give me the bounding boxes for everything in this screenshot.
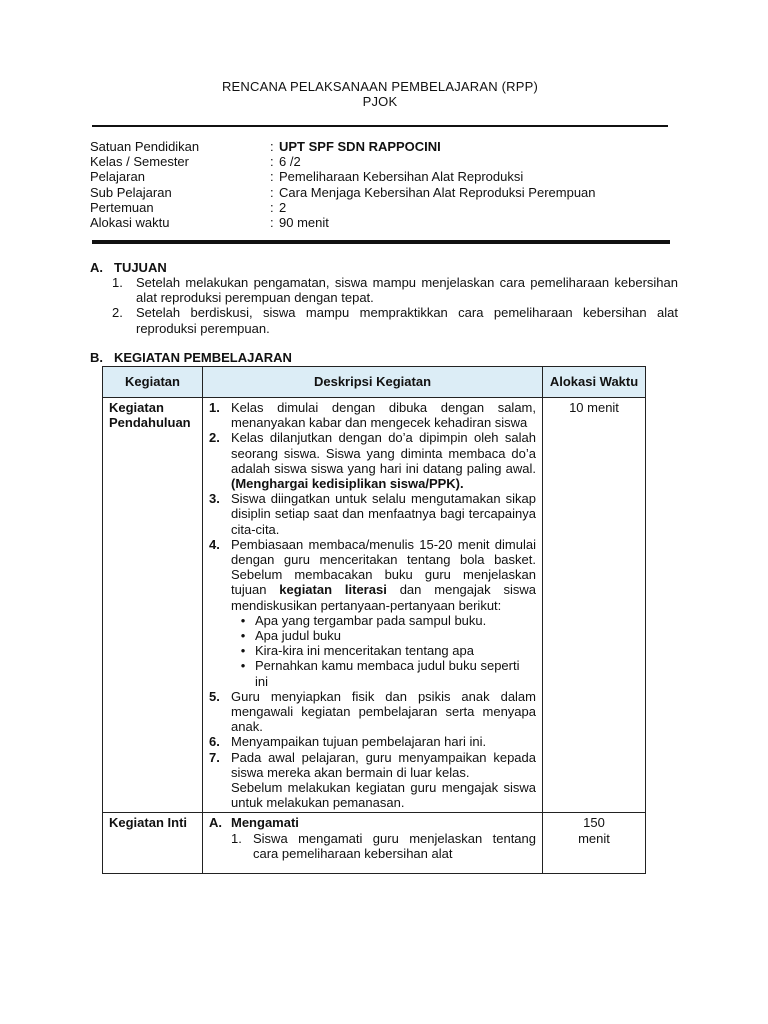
bullet-dot: • (240, 628, 246, 644)
document-title: RENCANA PELAKSANAAN PEMBELAJARAN (RPP) (221, 79, 539, 94)
step-text: Pembiasaan membaca/menulis 15-20 menit dimulai dengan guru menceritakan tentang bola basket. Sebelum membacakan buku guru menjelaskan tujuan (231, 536, 536, 598)
header-deskripsi: Deskripsi Kegiatan (203, 367, 543, 398)
inti-step-number: 1. (231, 830, 242, 846)
info-row (90, 139, 596, 154)
step-item (209, 537, 536, 613)
bullet-text: Apa yang tergambar pada sampul buku. (255, 612, 487, 628)
step-number: 1. (209, 400, 220, 415)
step-bold-note: kegiatan literasi (279, 582, 387, 598)
step-text: Menyampaikan tujuan pembelajaran hari ini. (231, 734, 487, 750)
objective-number: 2. (112, 305, 123, 321)
info-row (90, 154, 596, 169)
step-number: 2. (209, 430, 220, 446)
section-a-title: TUJUAN (114, 260, 167, 275)
info-row (90, 169, 596, 184)
identity-divider (92, 240, 670, 244)
section-b-heading (90, 350, 292, 365)
info-colon: : (270, 215, 274, 231)
closing-text: Sebelum melakukan kegiatan guru mengajak siswa untuk melakukan pemanasan. (231, 780, 536, 811)
info-value: Cara Menjaga Kebersihan Alat Reproduksi Perempuan (279, 184, 596, 200)
info-label: Pelajaran (90, 169, 145, 185)
bullet-dot: • (240, 612, 246, 628)
bullet-item (231, 628, 536, 643)
info-row (90, 185, 596, 200)
step-item (209, 491, 536, 537)
info-colon: : (270, 199, 274, 215)
inti-step (231, 831, 536, 861)
info-label: Satuan Pendidikan (90, 139, 200, 154)
info-value: UPT SPF SDN RAPPOCINI (279, 139, 441, 154)
step-item (209, 400, 536, 430)
document-subtitle: PJOK (362, 94, 398, 109)
step-text: Kelas dilanjutkan dengan do’a dipimpin oleh salah seorang siswa. Siswa yang diminta membaca do’a adalah siswa siswa yang hari ini datang paling awal. (231, 430, 536, 476)
time-value: 10 menit (569, 400, 619, 415)
table-row (103, 813, 646, 874)
step-number: 7. (209, 749, 220, 765)
pendahuluan-description (203, 398, 543, 813)
info-label: Sub Pelajaran (90, 184, 172, 200)
step-text-cont: dan mengajak siswa mendiskusikan pertanyaan-pertanyaan berikut: (231, 582, 536, 613)
bullet-text: Pernahkan kamu membaca judul buku seperti ini (255, 658, 520, 689)
bullet-text: Kira-kira ini menceritakan tentang apa (255, 643, 474, 659)
step-text-wrap (231, 430, 536, 491)
info-value: Pemeliharaan Kebersihan Alat Reproduksi (279, 169, 524, 185)
info-value: 90 menit (279, 215, 329, 231)
objective-number: 1. (112, 275, 123, 290)
step-text: Guru menyiapkan fisik dan psikis anak dalam mengawali kegiatan pembelajaran serta menyapa anak. (231, 688, 536, 735)
phase-inti: Kegiatan Inti (103, 813, 203, 874)
bullet-item (231, 658, 536, 688)
pendahuluan-time (543, 398, 646, 813)
step-number: 6. (209, 734, 220, 750)
info-value: 2 (279, 199, 287, 215)
bullet-text: Apa judul buku (255, 628, 342, 644)
table-row (103, 398, 646, 813)
info-label: Pertemuan (90, 199, 154, 215)
step-text-wrap (231, 537, 536, 613)
step-number: 5. (209, 688, 220, 704)
info-label: Kelas / Semester (90, 154, 189, 170)
info-row (90, 200, 596, 215)
bullet-item (231, 613, 536, 628)
step-text: Siswa diingatkan untuk selalu mengutamakan sikap disiplin setiap saat dan menfaatnya bagi tercapainya cita-cita. (231, 491, 536, 537)
table-header-row (103, 367, 646, 398)
step-number: 3. (209, 491, 220, 507)
header-alokasi: Alokasi Waktu (543, 367, 646, 398)
info-colon: : (270, 169, 274, 185)
step-text: Pada awal pelajaran, guru menyampaikan kepada siswa mereka akan bermain di luar kelas. (231, 749, 536, 780)
sub-heading (209, 815, 536, 830)
section-b-title: KEGIATAN PEMBELAJARAN (114, 350, 292, 365)
info-colon: : (270, 139, 274, 154)
inti-step-text: Siswa mengamati guru menjelaskan tentang cara pemeliharaan kebersihan alat (253, 830, 536, 861)
sub-heading-number: A. (209, 815, 222, 831)
info-value: 6 /2 (279, 154, 301, 170)
step-item (209, 430, 536, 491)
step-item (209, 734, 536, 749)
phase-pendahuluan: Kegiatan Pendahuluan (103, 398, 203, 813)
info-row (90, 215, 596, 230)
sub-heading-title: Mengamati (231, 815, 299, 831)
info-label: Alokasi waktu (90, 215, 170, 231)
inti-time (543, 813, 646, 874)
section-b-number: B. (90, 350, 103, 365)
top-divider (92, 125, 668, 127)
identity-block (90, 139, 596, 230)
bullet-dot: • (240, 658, 246, 674)
info-colon: : (270, 154, 274, 170)
activities-table (102, 366, 646, 874)
section-a-heading (90, 260, 167, 275)
objective-text: Setelah berdiskusi, siswa mampu mempraktikkan cara pemeliharaan kebersihan alat reproduksi perempuan. (136, 305, 678, 336)
bullet-dot: • (240, 643, 246, 659)
step-item (209, 689, 536, 735)
objectives-list (112, 275, 678, 336)
time-value: 150 menit (578, 815, 610, 846)
info-colon: : (270, 184, 274, 200)
bullet-item (231, 643, 536, 658)
objective-item (112, 305, 678, 335)
section-a-number: A. (90, 260, 103, 275)
step-text: Kelas dimulai dengan dibuka dengan salam, menanyakan kabar dan mengecek kehadiran siswa (231, 400, 536, 431)
header-kegiatan: Kegiatan (103, 367, 203, 398)
objective-item (112, 275, 678, 305)
step-number: 4. (209, 536, 220, 552)
objective-text: Setelah melakukan pengamatan, siswa mampu menjelaskan cara pemeliharaan kebersihan alat reproduksi perempuan dengan tepat. (136, 275, 678, 306)
step-item (209, 750, 536, 780)
step-bold-note: (Menghargai kedisiplikan siswa/PPK). (231, 476, 464, 492)
inti-description (203, 813, 543, 874)
